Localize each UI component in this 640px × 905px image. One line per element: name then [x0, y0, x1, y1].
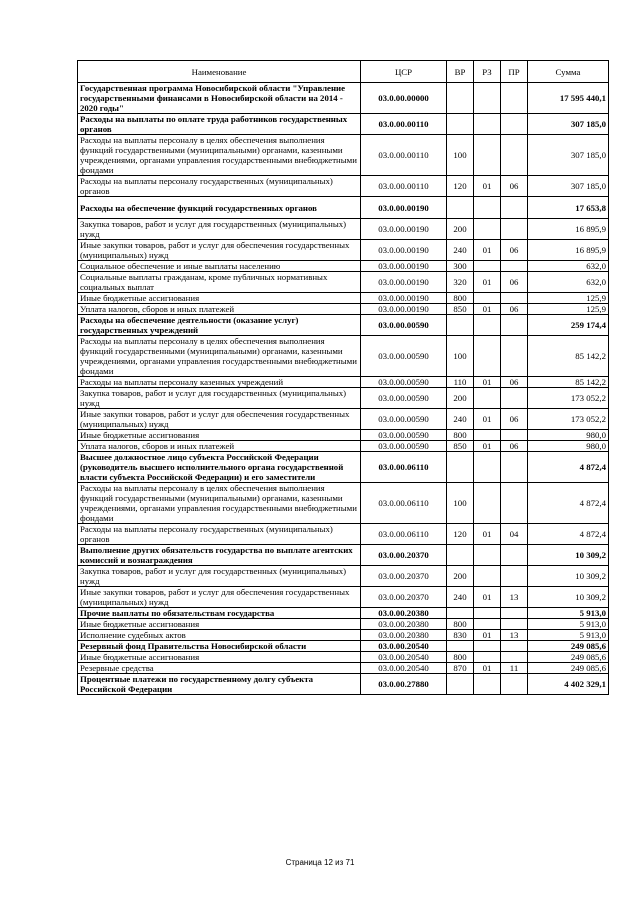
cell-rz: 01: [474, 663, 501, 674]
cell-sum: 5 913,0: [528, 608, 609, 619]
cell-sum: 5 913,0: [528, 630, 609, 641]
cell-name: Расходы на выплаты персоналу казенных учреждений: [78, 377, 361, 388]
cell-vr: 100: [447, 336, 474, 377]
cell-pr: [501, 114, 528, 135]
cell-name: Резервные средства: [78, 663, 361, 674]
cell-csr: 03.0.00.00590: [361, 315, 447, 336]
cell-rz: 01: [474, 630, 501, 641]
cell-pr: [501, 197, 528, 219]
table-row: [78, 452, 609, 483]
cell-vr: 830: [447, 630, 474, 641]
cell-name: Закупка товаров, работ и услуг для государственных (муниципальных) нужд: [78, 219, 361, 240]
cell-pr: 04: [501, 524, 528, 545]
cell-vr: 110: [447, 377, 474, 388]
cell-vr: 300: [447, 261, 474, 272]
cell-name: Социальные выплаты гражданам, кроме публичных нормативных социальных выплат: [78, 272, 361, 293]
table-row: [78, 388, 609, 409]
cell-name: Расходы на выплаты по оплате труда работников государственных органов: [78, 114, 361, 135]
cell-csr: 03.0.00.20370: [361, 587, 447, 608]
table-row: [78, 409, 609, 430]
cell-pr: 13: [501, 587, 528, 608]
table-row: [78, 377, 609, 388]
table-row: [78, 293, 609, 304]
table-header-row: [78, 61, 609, 83]
cell-vr: [447, 83, 474, 114]
cell-sum: 10 309,2: [528, 587, 609, 608]
header-vr: ВР: [447, 61, 474, 83]
cell-vr: 240: [447, 587, 474, 608]
cell-name: Высшее должностное лицо субъекта Российской Федерации (руководитель высшего исполнительного органа государственной власти субъекта Российской Федерации) и его заместители: [78, 452, 361, 483]
cell-rz: [474, 261, 501, 272]
cell-name: Иные закупки товаров, работ и услуг для обеспечения государственных (муниципальных) нужд: [78, 240, 361, 261]
cell-csr: 03.0.00.00590: [361, 409, 447, 430]
table-row: [78, 619, 609, 630]
cell-sum: 85 142,2: [528, 377, 609, 388]
header-name: Наименование: [78, 61, 361, 83]
cell-csr: 03.0.00.20370: [361, 566, 447, 587]
cell-csr: 03.0.00.00110: [361, 135, 447, 176]
cell-vr: 800: [447, 293, 474, 304]
cell-sum: 17 653,8: [528, 197, 609, 219]
cell-csr: 03.0.00.00190: [361, 240, 447, 261]
cell-pr: [501, 608, 528, 619]
cell-vr: 100: [447, 483, 474, 524]
table-row: [78, 176, 609, 197]
cell-rz: 01: [474, 377, 501, 388]
cell-rz: 01: [474, 409, 501, 430]
cell-sum: 17 595 440,1: [528, 83, 609, 114]
table-row: [78, 674, 609, 695]
cell-csr: 03.0.00.00190: [361, 261, 447, 272]
cell-pr: [501, 641, 528, 652]
table-row: [78, 336, 609, 377]
table-row: [78, 261, 609, 272]
cell-pr: 13: [501, 630, 528, 641]
cell-rz: [474, 545, 501, 566]
cell-vr: 200: [447, 219, 474, 240]
cell-name: Иные закупки товаров, работ и услуг для обеспечения государственных (муниципальных) нужд: [78, 587, 361, 608]
cell-sum: 4 402 329,1: [528, 674, 609, 695]
table-row: [78, 545, 609, 566]
cell-rz: [474, 114, 501, 135]
cell-vr: 850: [447, 304, 474, 315]
cell-sum: 980,0: [528, 441, 609, 452]
cell-sum: 10 309,2: [528, 545, 609, 566]
cell-csr: 03.0.00.00110: [361, 176, 447, 197]
cell-sum: 249 085,6: [528, 663, 609, 674]
cell-rz: [474, 197, 501, 219]
cell-sum: 307 185,0: [528, 135, 609, 176]
cell-pr: 06: [501, 409, 528, 430]
cell-vr: 320: [447, 272, 474, 293]
cell-csr: 03.0.00.20540: [361, 663, 447, 674]
budget-table: [77, 60, 609, 695]
cell-csr: 03.0.00.00110: [361, 114, 447, 135]
cell-rz: 01: [474, 441, 501, 452]
cell-name: Социальное обеспечение и иные выплаты населению: [78, 261, 361, 272]
table-row: [78, 483, 609, 524]
cell-csr: 03.0.00.20540: [361, 652, 447, 663]
cell-csr: 03.0.00.00590: [361, 441, 447, 452]
cell-rz: [474, 619, 501, 630]
cell-pr: [501, 452, 528, 483]
cell-rz: [474, 674, 501, 695]
cell-name: Выполнение других обязательств государства по выплате агентских комиссий и вознаграждения: [78, 545, 361, 566]
cell-name: Процентные платежи по государственному долгу субъекта Российской Федерации: [78, 674, 361, 695]
cell-vr: 120: [447, 176, 474, 197]
cell-sum: 249 085,6: [528, 652, 609, 663]
cell-csr: 03.0.00.06110: [361, 524, 447, 545]
cell-csr: 03.0.00.00190: [361, 293, 447, 304]
table-row: [78, 240, 609, 261]
cell-csr: 03.0.00.00190: [361, 197, 447, 219]
cell-pr: 06: [501, 176, 528, 197]
cell-rz: [474, 483, 501, 524]
cell-vr: 240: [447, 240, 474, 261]
cell-sum: 4 872,4: [528, 483, 609, 524]
table-row: [78, 304, 609, 315]
cell-rz: [474, 219, 501, 240]
table-row: [78, 608, 609, 619]
cell-name: Уплата налогов, сборов и иных платежей: [78, 441, 361, 452]
cell-pr: [501, 430, 528, 441]
cell-sum: 5 913,0: [528, 619, 609, 630]
cell-sum: 632,0: [528, 272, 609, 293]
cell-csr: 03.0.00.00190: [361, 272, 447, 293]
cell-rz: 01: [474, 272, 501, 293]
cell-pr: 06: [501, 304, 528, 315]
cell-sum: 16 895,9: [528, 240, 609, 261]
cell-vr: 240: [447, 409, 474, 430]
cell-vr: [447, 114, 474, 135]
cell-csr: 03.0.00.00000: [361, 83, 447, 114]
cell-rz: [474, 608, 501, 619]
cell-sum: 4 872,4: [528, 452, 609, 483]
cell-csr: 03.0.00.00190: [361, 219, 447, 240]
cell-vr: 100: [447, 135, 474, 176]
header-rz: РЗ: [474, 61, 501, 83]
cell-name: Исполнение судебных актов: [78, 630, 361, 641]
cell-csr: 03.0.00.06110: [361, 452, 447, 483]
cell-name: Государственная программа Новосибирской области "Управление государственными финансами в Новосибирской области на 2014 - 2020 годы": [78, 83, 361, 114]
cell-rz: [474, 315, 501, 336]
cell-sum: 85 142,2: [528, 336, 609, 377]
cell-pr: [501, 483, 528, 524]
cell-csr: 03.0.00.20540: [361, 641, 447, 652]
cell-vr: 120: [447, 524, 474, 545]
cell-name: Расходы на выплаты персоналу государственных (муниципальных) органов: [78, 176, 361, 197]
cell-sum: 249 085,6: [528, 641, 609, 652]
cell-csr: 03.0.00.00590: [361, 430, 447, 441]
cell-name: Прочие выплаты по обязательствам государства: [78, 608, 361, 619]
cell-sum: 632,0: [528, 261, 609, 272]
cell-pr: [501, 388, 528, 409]
cell-csr: 03.0.00.20380: [361, 630, 447, 641]
cell-pr: 06: [501, 272, 528, 293]
table-row: [78, 83, 609, 114]
cell-vr: [447, 197, 474, 219]
cell-sum: 307 185,0: [528, 176, 609, 197]
cell-name: Расходы на обеспечение деятельности (оказание услуг) государственных учреждений: [78, 315, 361, 336]
cell-csr: 03.0.00.00190: [361, 304, 447, 315]
cell-vr: 800: [447, 430, 474, 441]
cell-csr: 03.0.00.27880: [361, 674, 447, 695]
cell-rz: [474, 641, 501, 652]
cell-pr: [501, 315, 528, 336]
cell-vr: [447, 641, 474, 652]
cell-vr: 870: [447, 663, 474, 674]
header-csr: ЦСР: [361, 61, 447, 83]
cell-vr: [447, 452, 474, 483]
table-row: [78, 197, 609, 219]
table-row: [78, 524, 609, 545]
cell-sum: 173 052,2: [528, 409, 609, 430]
cell-sum: 173 052,2: [528, 388, 609, 409]
table-row: [78, 641, 609, 652]
cell-vr: 800: [447, 652, 474, 663]
cell-vr: [447, 674, 474, 695]
cell-name: Расходы на обеспечение функций государственных органов: [78, 197, 361, 219]
cell-pr: [501, 135, 528, 176]
cell-name: Иные бюджетные ассигнования: [78, 652, 361, 663]
cell-rz: [474, 135, 501, 176]
cell-name: Расходы на выплаты персоналу государственных (муниципальных) органов: [78, 524, 361, 545]
cell-rz: [474, 452, 501, 483]
table-row: [78, 315, 609, 336]
cell-csr: 03.0.00.00590: [361, 377, 447, 388]
cell-rz: [474, 293, 501, 304]
cell-vr: 200: [447, 566, 474, 587]
cell-pr: [501, 219, 528, 240]
cell-sum: 125,9: [528, 304, 609, 315]
cell-sum: 307 185,0: [528, 114, 609, 135]
cell-name: Расходы на выплаты персоналу в целях обеспечения выполнения функций государственными (муниципальными) органами, казенными учреждениями, органами управления государственными внебюджетными фондами: [78, 336, 361, 377]
cell-vr: [447, 608, 474, 619]
cell-rz: [474, 652, 501, 663]
cell-csr: 03.0.00.00590: [361, 388, 447, 409]
table-body: [78, 83, 609, 695]
cell-vr: 800: [447, 619, 474, 630]
table-row: [78, 663, 609, 674]
cell-vr: [447, 315, 474, 336]
cell-pr: [501, 83, 528, 114]
cell-name: Иные бюджетные ассигнования: [78, 293, 361, 304]
cell-pr: [501, 619, 528, 630]
cell-csr: 03.0.00.20380: [361, 619, 447, 630]
cell-pr: [501, 674, 528, 695]
cell-vr: [447, 545, 474, 566]
cell-pr: 06: [501, 441, 528, 452]
cell-name: Расходы на выплаты персоналу в целях обеспечения выполнения функций государственными (муниципальными) органами, казенными учреждениями, органами управления государственными внебюджетными фондами: [78, 135, 361, 176]
cell-rz: 01: [474, 240, 501, 261]
cell-rz: [474, 430, 501, 441]
cell-sum: 10 309,2: [528, 566, 609, 587]
cell-pr: [501, 566, 528, 587]
cell-sum: 980,0: [528, 430, 609, 441]
header-sum: Сумма: [528, 61, 609, 83]
cell-pr: [501, 652, 528, 663]
table-row: [78, 587, 609, 608]
cell-rz: [474, 388, 501, 409]
table-row: [78, 135, 609, 176]
table-row: [78, 430, 609, 441]
page-footer: Страница 12 из 71: [285, 858, 355, 867]
cell-rz: 01: [474, 176, 501, 197]
table-row: [78, 630, 609, 641]
cell-rz: [474, 566, 501, 587]
cell-rz: 01: [474, 587, 501, 608]
cell-csr: 03.0.00.20380: [361, 608, 447, 619]
cell-pr: [501, 545, 528, 566]
cell-name: Резервный фонд Правительства Новосибирской области: [78, 641, 361, 652]
cell-pr: 06: [501, 377, 528, 388]
table-row: [78, 441, 609, 452]
cell-name: Расходы на выплаты персоналу в целях обеспечения выполнения функций государственными (муниципальными) органами, казенными учреждениями, органами управления государственными внебюджетными фондами: [78, 483, 361, 524]
cell-name: Закупка товаров, работ и услуг для государственных (муниципальных) нужд: [78, 566, 361, 587]
header-pr: ПР: [501, 61, 528, 83]
cell-pr: [501, 293, 528, 304]
cell-csr: 03.0.00.06110: [361, 483, 447, 524]
table-row: [78, 652, 609, 663]
table-row: [78, 272, 609, 293]
cell-name: Закупка товаров, работ и услуг для государственных (муниципальных) нужд: [78, 388, 361, 409]
cell-pr: 06: [501, 240, 528, 261]
cell-sum: 259 174,4: [528, 315, 609, 336]
cell-rz: 01: [474, 304, 501, 315]
cell-vr: 850: [447, 441, 474, 452]
cell-rz: [474, 83, 501, 114]
cell-rz: [474, 336, 501, 377]
cell-pr: 11: [501, 663, 528, 674]
table-row: [78, 219, 609, 240]
cell-name: Иные бюджетные ассигнования: [78, 430, 361, 441]
cell-sum: 4 872,4: [528, 524, 609, 545]
cell-csr: 03.0.00.20370: [361, 545, 447, 566]
cell-csr: 03.0.00.00590: [361, 336, 447, 377]
cell-name: Иные бюджетные ассигнования: [78, 619, 361, 630]
cell-pr: [501, 336, 528, 377]
cell-name: Иные закупки товаров, работ и услуг для обеспечения государственных (муниципальных) нужд: [78, 409, 361, 430]
cell-rz: 01: [474, 524, 501, 545]
cell-sum: 125,9: [528, 293, 609, 304]
table-row: [78, 566, 609, 587]
cell-vr: 200: [447, 388, 474, 409]
table-row: [78, 114, 609, 135]
cell-pr: [501, 261, 528, 272]
cell-name: Уплата налогов, сборов и иных платежей: [78, 304, 361, 315]
cell-sum: 16 895,9: [528, 219, 609, 240]
